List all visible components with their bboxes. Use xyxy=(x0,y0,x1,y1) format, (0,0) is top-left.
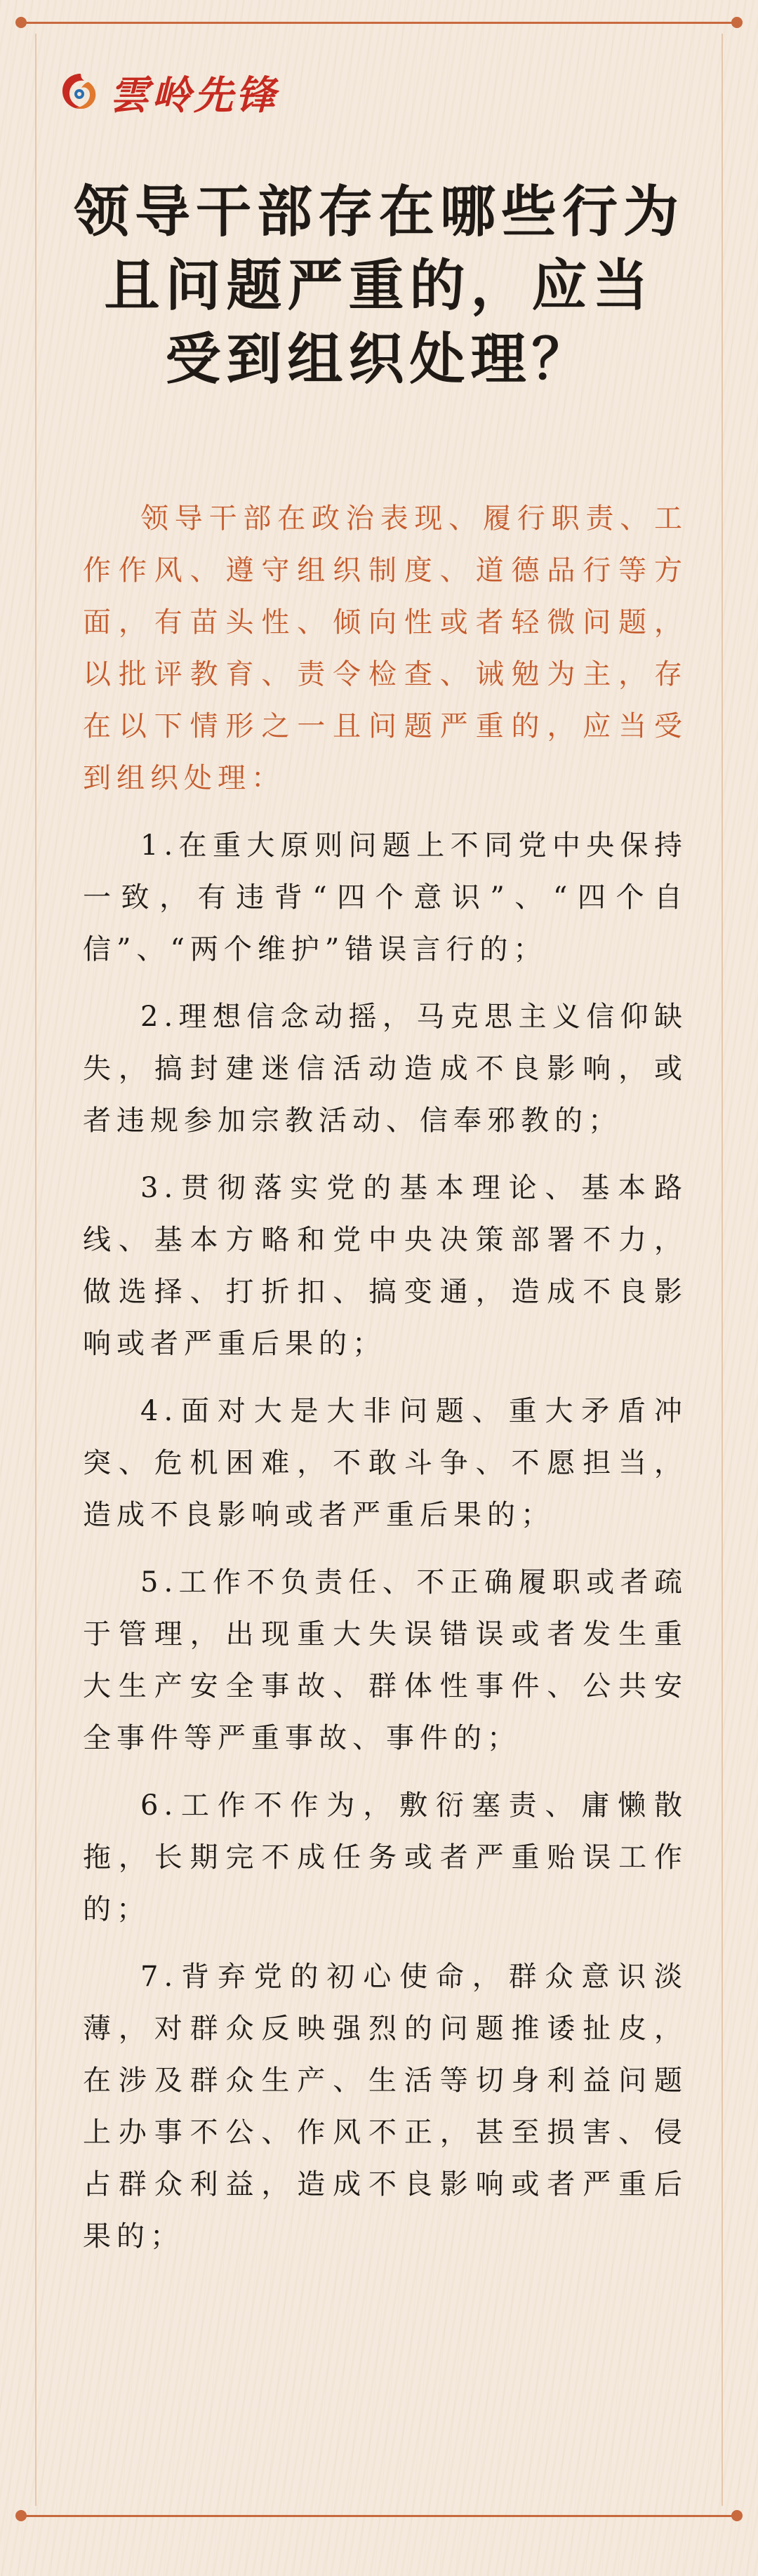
title-line: 领导干部存在哪些行为 xyxy=(74,180,684,244)
swirl-logo-icon xyxy=(58,71,101,114)
list-item: 2.理想信念动摇，马克思主义信仰缺失，搞封建迷信活动造成不良影响，或者违规参加宗教活动、信奉邪教的； xyxy=(83,1001,688,1137)
frame-right-line xyxy=(722,34,723,2506)
list-item: 6.工作不作为，敷衍塞责、庸懒散拖，长期完不成任务或者严重贻误工作的； xyxy=(83,1789,688,1926)
brand-logo-text: 雲岭先锋 xyxy=(109,72,278,119)
page-title xyxy=(42,175,716,396)
corner-dot xyxy=(731,17,743,28)
title-line: 且问题严重的，应当 xyxy=(104,253,654,318)
corner-dot xyxy=(15,17,27,28)
frame-left-line xyxy=(35,34,36,2506)
list-item: 3.贯彻落实党的基本理论、基本路线、基本方略和党中央决策部署不力，做选择、打折扣、搞变通，造成不良影响或者严重后果的； xyxy=(83,1172,688,1360)
intro-paragraph: 领导干部在政治表现、履行职责、工作作风、遵守组织制度、道德品行等方面，有苗头性、倾向性或者轻微问题，以批评教育、责令检查、诫勉为主，存在以下情形之一且问题严重的，应当受到组织处理： xyxy=(83,502,688,794)
list-item: 7.背弃党的初心使命，群众意识淡薄，对群众反映强烈的问题推诿扯皮，在涉及群众生产、生活等切身利益问题上办事不公、作风不正，甚至损害、侵占群众利益，造成不良影响或者严重后果的； xyxy=(83,1961,688,2253)
corner-dot xyxy=(15,2510,27,2521)
article-body xyxy=(83,493,688,2278)
frame-top-line xyxy=(21,22,737,24)
frame-bottom-line xyxy=(21,2515,737,2517)
corner-dot xyxy=(731,2510,743,2521)
list-item: 1.在重大原则问题上不同党中央保持一致，有违背“四个意识”、“四个自信”、“两个维护”错误言行的； xyxy=(83,829,688,966)
title-line: 受到组织处理？ xyxy=(165,327,593,392)
brand-logo xyxy=(58,65,278,121)
list-item: 4.面对大是大非问题、重大矛盾冲突、危机困难，不敢斗争、不愿担当，造成不良影响或者严重后果的； xyxy=(83,1395,688,1531)
list-item: 5.工作不负责任、不正确履职或者疏于管理，出现重大失误错误或者发生重大生产安全事故、群体性事件、公共安全事件等严重事故、事件的； xyxy=(83,1566,688,1754)
